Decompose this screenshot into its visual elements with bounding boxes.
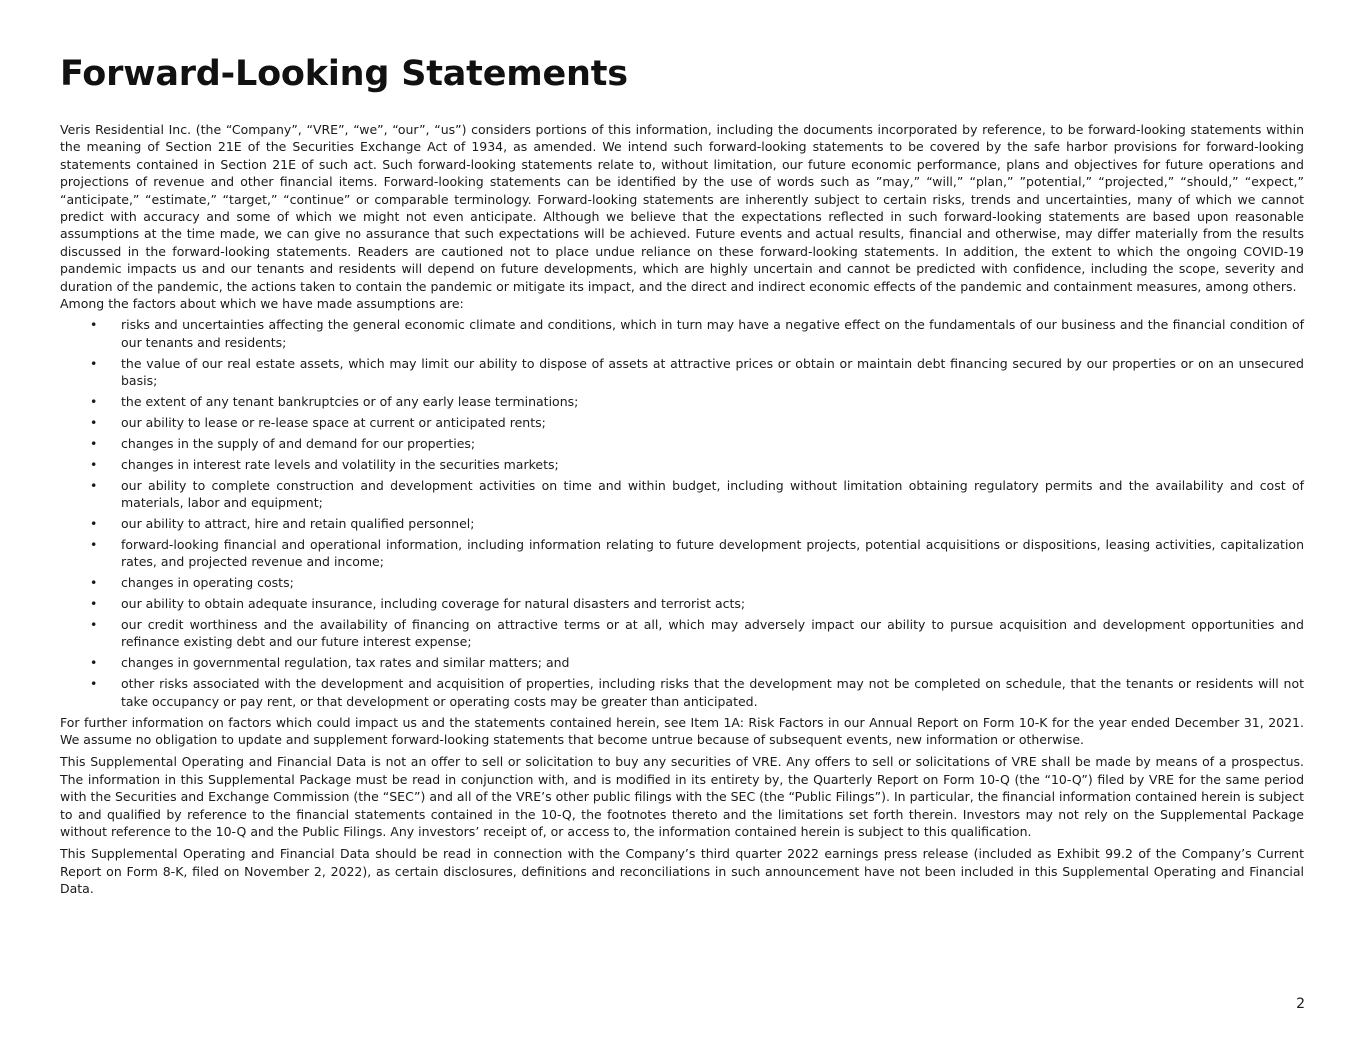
- list-item-text: changes in governmental regulation, tax rates and similar matters; and: [121, 655, 570, 671]
- bullet-icon: •: [90, 415, 98, 430]
- bullet-icon: •: [90, 516, 98, 532]
- list-item: [60, 616, 1304, 651]
- document-body: [60, 121, 1304, 898]
- bullet-icon: •: [90, 617, 98, 633]
- list-item: [60, 595, 1304, 612]
- factors-list: [60, 316, 1304, 710]
- list-item: [60, 536, 1304, 571]
- list-item-text: the extent of any tenant bankruptcies or of any early lease terminations;: [121, 394, 579, 410]
- document-page: [60, 0, 1304, 898]
- list-item: [60, 675, 1304, 710]
- further-info-paragraph: For further information on factors which could impact us and the statements contained herein, see Item 1A: Risk Factors in our Annual Report on Form 10-K for the year ended December 31, 2021. We assume no obligation to update and supplement forward-looking statements that become untrue because of subsequent events, new information or otherwise.: [60, 714, 1304, 747]
- bullet-icon: •: [90, 394, 98, 410]
- page-number: 2: [1296, 996, 1305, 1012]
- bullet-icon: •: [90, 317, 98, 333]
- list-item: [60, 515, 1304, 532]
- list-item: [60, 456, 1304, 473]
- bullet-icon: •: [90, 456, 98, 472]
- list-item-text: our ability to lease or re-lease space at current or anticipated rents;: [121, 415, 546, 430]
- list-item-text: risks and uncertainties affecting the general economic climate and conditions, which in turn may have a negative effect on the fundamentals of our business and the financial condition of our tenants and residents;: [121, 317, 1304, 350]
- list-item-text: changes in interest rate levels and volatility in the securities markets;: [121, 456, 559, 472]
- bullet-icon: •: [90, 477, 98, 493]
- intro-paragraph: Veris Residential Inc. (the “Company”, “VRE”, “we”, “our”, “us”) considers portions of this information, including the documents incorporated by reference, to be forward-looking statements within the meaning of Section 21E of the Securities Exchange Act of 1934, as amended. We intend such forward-looking statements to be covered by the safe harbor provisions for forward-looking statements contained in Section 21E of such act. Such forward-looking statements relate to, without limitation, our future economic performance, plans and objectives for future operations and projections of revenue and other financial items. Forward-looking statements can be identified by the use of words such as ”may,” “will,” “plan,” ”potential,” “projected,” “should,” “expect,” “anticipate,” “estimate,” “target,” “continue” or comparable terminology. Forward-looking statements are inherently subject to certain risks, trends and uncertainties, many of which we cannot predict with accuracy and some of which we might not even anticipate. Although we believe that the expectations reflected in such forward-looking statements are based upon reasonable assumptions at the time made, we can give no assurance that such expectations will be achieved. Future events and actual results, financial and otherwise, may differ materially from the results discussed in the forward-looking statements. Readers are cautioned not to place undue reliance on these forward-looking statements. In addition, the extent to which the ongoing COVID-19 pandemic impacts us and our tenants and residents will depend on future developments, which are highly uncertain and cannot be predicted with confidence, including the scope, severity and duration of the pandemic, the actions taken to contain the pandemic or mitigate its impact, and the direct and indirect economic effects of the pandemic and containment measures, among others.: [60, 122, 1304, 294]
- list-item-text: our ability to obtain adequate insurance, including coverage for natural disasters and terrorist acts;: [121, 596, 746, 612]
- list-item-text: changes in operating costs;: [121, 575, 294, 591]
- bullet-icon: •: [90, 596, 98, 612]
- list-item: [60, 435, 1304, 452]
- list-item-text: the value of our real estate assets, which may limit our ability to dispose of assets at attractive prices or obtain or maintain debt financing secured by our properties or on an unsecured basis;: [121, 355, 1304, 389]
- bullet-icon: •: [90, 435, 98, 451]
- list-item-text: our ability to complete construction and development activities on time and within budget, including without limitation obtaining regulatory permits and the availability and cost of materials, labor and equipment;: [121, 477, 1304, 511]
- list-item: [60, 355, 1304, 390]
- read-with-press-release-paragraph: This Supplemental Operating and Financial Data should be read in connection with the Company’s third quarter 2022 earnings press release (included as Exhibit 99.2 of the Company’s Current Report on Form 8-K, filed on November 2, 2022), as certain disclosures, definitions and reconciliations in such announcement have not been included in this Supplemental Operating and Financial Data.: [60, 846, 1304, 897]
- page-title: Forward-Looking Statements: [60, 54, 628, 94]
- bullet-icon: •: [90, 355, 98, 371]
- list-item-text: forward-looking financial and operational information, including information relating to future development projects, potential acquisitions or dispositions, leasing activities, capitalization rates, and projected revenue and income;: [121, 536, 1304, 570]
- list-item: [60, 414, 1304, 431]
- not-an-offer-paragraph: This Supplemental Operating and Financial Data is not an offer to sell or solicitation to buy any securities of VRE. Any offers to sell or solicitations of VRE shall be made by means of a prospectus. The information in this Supplemental Package must be read in conjunction with, and is modified in its entirety by, the Quarterly Report on Form 10-Q (the “10-Q”) filed by VRE for the same period with the Securities and Exchange Commission (the “SEC”) and all of the VRE’s other public filings with the SEC (the “Public Filings”). In particular, the financial information contained herein is subject to and qualified by reference to the financial statements contained in the 10-Q, the footnotes thereto and the limitations set forth therein. Investors may not rely on the Supplemental Package without reference to the 10-Q and the Public Filings. Any investors’ receipt of, or access to, the information contained herein is subject to this qualification.: [60, 754, 1304, 840]
- bullet-icon: •: [90, 655, 98, 671]
- list-item: [60, 393, 1304, 410]
- list-item: [60, 477, 1304, 512]
- list-item-text: our credit worthiness and the availability of financing on attractive terms or at all, which may adversely impact our ability to pursue acquisition and development opportunities and refinance existing debt and our future interest expense;: [121, 617, 1304, 650]
- list-item-text: our ability to attract, hire and retain qualified personnel;: [121, 516, 475, 532]
- list-item-text: other risks associated with the development and acquisition of properties, including risks that the development may not be completed on schedule, that the tenants or residents will not take occupancy or pay rent, or that development or operating costs may be greater than anticipated.: [121, 676, 1304, 709]
- bullet-icon: •: [90, 536, 98, 552]
- list-item-text: changes in the supply of and demand for our properties;: [121, 435, 476, 451]
- list-item: [60, 654, 1304, 671]
- list-item: [60, 316, 1304, 351]
- bullet-icon: •: [90, 676, 98, 692]
- list-item: [60, 574, 1304, 591]
- bullet-icon: •: [90, 575, 98, 591]
- factors-lead-text: Among the factors about which we have made assumptions are:: [60, 296, 464, 312]
